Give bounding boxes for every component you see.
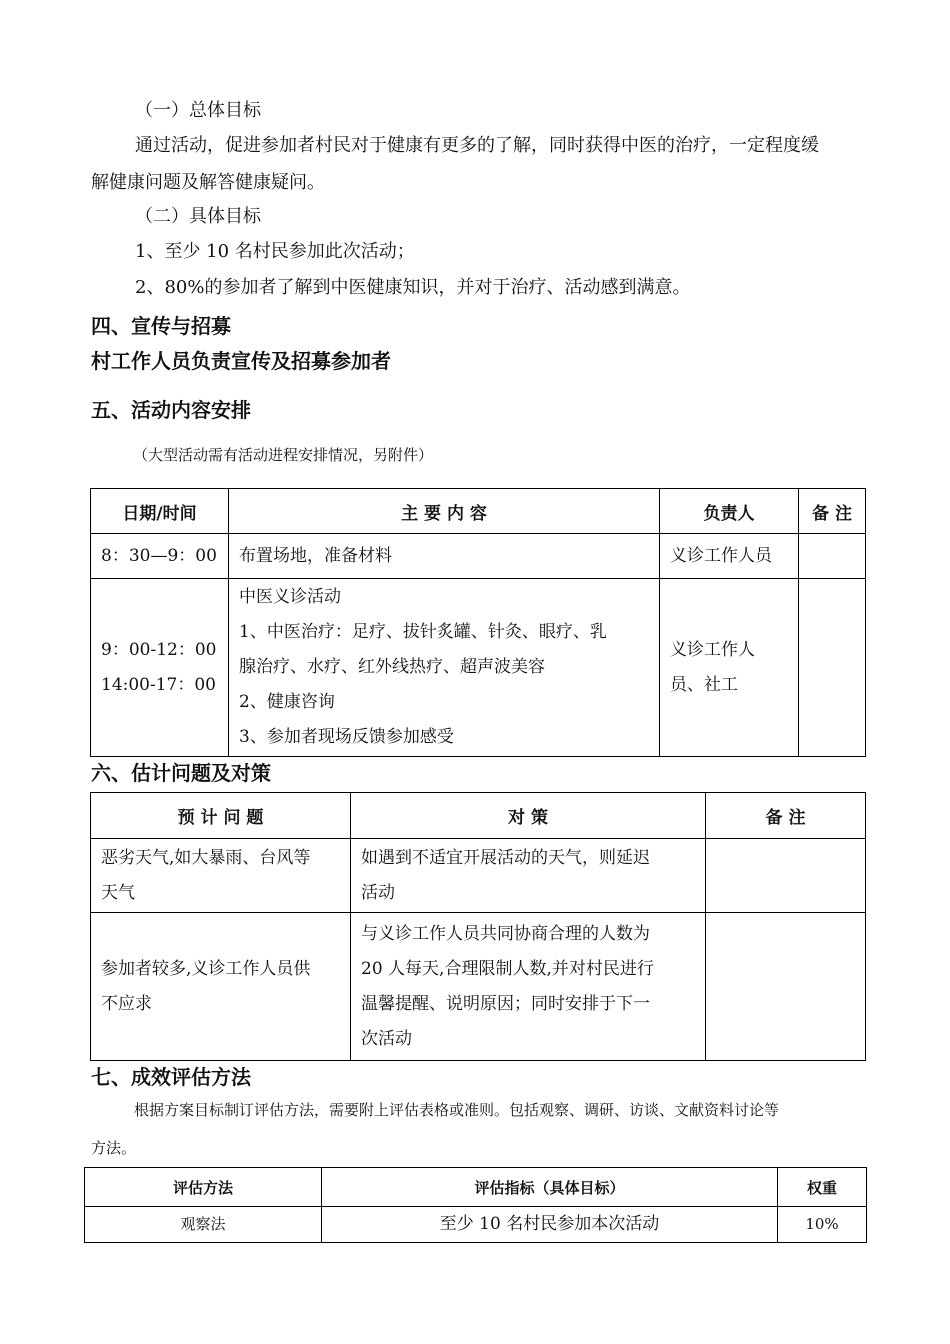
evaluation-indicator-cell: 至少 10 名村民参加本次活动 (322, 1207, 778, 1243)
section-heading-evaluation: 七、成效评估方法 (91, 1065, 251, 1089)
solution-cell (351, 913, 706, 1061)
schedule-table (90, 488, 866, 757)
schedule-header-time: 日期/时间 (91, 489, 229, 534)
overall-goal-text-line2: 解健康问题及解答健康疑问。 (91, 172, 325, 193)
problem-cell (91, 913, 351, 1061)
schedule-owner-cell (660, 579, 799, 757)
schedule-owner-cell: 义诊工作人员 (660, 534, 799, 579)
solution-line: 20 人每天,合理限制人数,并对村民进行 (361, 958, 654, 979)
overall-goal-text-line1: 通过活动，促进参加者村民对于健康有更多的了解，同时获得中医的治疗，一定程度缓 (135, 135, 819, 156)
publicity-text: 村工作人员负责宣传及招募参加者 (91, 349, 391, 373)
table-row (91, 839, 866, 913)
solution-line: 如遇到不适宜开展活动的天气，则延迟 (361, 847, 650, 868)
table-row (91, 534, 866, 579)
problems-table (90, 792, 866, 1061)
time-line: 14:00-17：00 (101, 674, 216, 695)
problem-remark-cell (706, 839, 866, 913)
problem-line: 不应求 (101, 993, 152, 1014)
section-heading-problems: 六、估计问题及对策 (91, 761, 271, 785)
problem-line: 天气 (101, 882, 135, 903)
schedule-header-remark: 备 注 (799, 489, 866, 534)
schedule-header-content: 主 要 内 容 (229, 489, 660, 534)
evaluation-header-weight: 权重 (778, 1168, 867, 1207)
evaluation-header-row (85, 1168, 867, 1207)
table-row (85, 1207, 867, 1243)
problem-remark-cell (706, 913, 866, 1061)
problems-header-row (91, 793, 866, 839)
evaluation-method-cell: 观察法 (85, 1207, 322, 1243)
evaluation-text-line2: 方法。 (91, 1139, 137, 1157)
specific-goal-2: 2、80%的参加者了解到中医健康知识，并对于治疗、活动感到满意。 (135, 277, 691, 298)
owner-line: 员、社工 (670, 674, 738, 695)
schedule-time-cell (91, 579, 229, 757)
schedule-note: （大型活动需有活动进程安排情况，另附件） (133, 446, 434, 464)
time-line: 9：00-12：00 (101, 639, 217, 660)
content-line: 中医义诊活动 (239, 587, 341, 607)
schedule-content-cell (229, 579, 660, 757)
section-heading-publicity: 四、宣传与招募 (91, 314, 231, 338)
evaluation-header-indicator: 评估指标（具体目标） (322, 1168, 778, 1207)
specific-goal-1: 1、至少 10 名村民参加此次活动； (135, 241, 415, 262)
solution-line: 活动 (361, 882, 395, 903)
evaluation-header-method: 评估方法 (85, 1168, 322, 1207)
overall-goal-heading: （一）总体目标 (135, 100, 261, 121)
problems-header-remark: 备 注 (706, 793, 866, 839)
schedule-time-cell: 8：30—9：00 (91, 534, 229, 579)
schedule-remark-cell (799, 534, 866, 579)
evaluation-text-line1: 根据方案目标制订评估方法，需要附上评估表格或准则。包括观察、调研、访谈、文献资料讨论等 (134, 1101, 780, 1119)
owner-line: 义诊工作人 (670, 639, 755, 660)
content-line: 腺治疗、水疗、红外线热疗、超声波美容 (239, 657, 545, 677)
content-line: 3、参加者现场反馈参加感受 (239, 727, 454, 747)
problem-line: 恶劣天气,如大暴雨、台风等 (101, 847, 311, 868)
schedule-header-owner: 负责人 (660, 489, 799, 534)
content-line: 2、健康咨询 (239, 692, 335, 712)
solution-line: 温馨提醒、说明原因；同时安排于下一 (361, 993, 650, 1014)
schedule-header-row (91, 489, 866, 534)
specific-goal-heading: （二）具体目标 (135, 206, 261, 227)
problem-line: 参加者较多,义诊工作人员供 (101, 958, 311, 979)
solution-line: 次活动 (361, 1028, 412, 1049)
problems-header-problem: 预 计 问 题 (91, 793, 351, 839)
schedule-content-cell: 布置场地，准备材料 (229, 534, 660, 579)
content-line: 1、中医治疗：足疗、拔针炙罐、针灸、眼疗、乳 (239, 622, 607, 642)
table-row (91, 579, 866, 757)
table-row (91, 913, 866, 1061)
solution-line: 与义诊工作人员共同协商合理的人数为 (361, 923, 650, 944)
schedule-remark-cell (799, 579, 866, 757)
problem-cell (91, 839, 351, 913)
problems-header-solution: 对 策 (351, 793, 706, 839)
solution-cell (351, 839, 706, 913)
evaluation-table (84, 1167, 867, 1243)
section-heading-schedule: 五、活动内容安排 (91, 398, 251, 422)
evaluation-weight-cell: 10% (778, 1207, 867, 1243)
